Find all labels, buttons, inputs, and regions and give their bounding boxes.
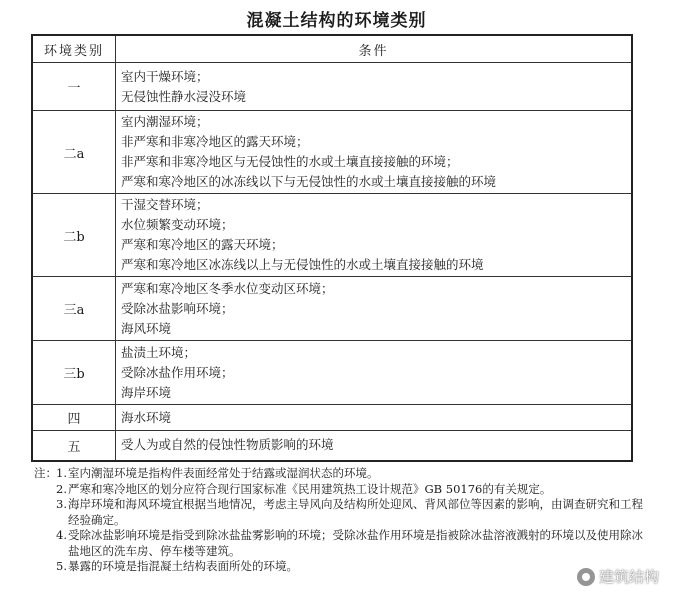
watermark: [577, 566, 659, 587]
header-conditions: 条件: [116, 35, 633, 63]
conditions-cell: [116, 405, 633, 431]
condition-line: 室内潮湿环境；: [121, 114, 209, 129]
note-item: [34, 497, 654, 528]
condition-line: 海风环境: [121, 320, 172, 336]
condition-line: 严寒和寒冷地区冰冻线以上与无侵蚀性的水或土壤直接接触的环境: [121, 257, 484, 272]
header-category: 环境类别: [32, 35, 116, 63]
note-number: 3.: [56, 497, 67, 511]
page-title: 混凝土结构的环境类别: [246, 11, 427, 31]
note-prefix: 注：: [34, 466, 57, 480]
conditions-cell: [116, 194, 633, 277]
condition-line: 严寒和寒冷地区的冰冻线以下与无侵蚀性的水或土壤直接接触的环境: [121, 174, 497, 189]
category-cell: 二b: [32, 194, 116, 277]
note-prefix: [34, 482, 56, 498]
table-row: [32, 111, 632, 194]
category-cell: 三a: [32, 277, 116, 341]
category-cell: 四: [32, 405, 116, 431]
table-notes: [34, 466, 654, 575]
conditions-cell: [116, 431, 633, 461]
note-text: 室内潮湿环境是指构件表面经常处于结露或湿润状态的环境。: [68, 466, 379, 480]
category-cell: 一: [32, 63, 116, 111]
note-prefix: [34, 528, 56, 559]
condition-line: 严寒和寒冷地区的露天环境；: [121, 237, 284, 252]
chat-bubble-icon: [577, 568, 595, 586]
note-item: [34, 528, 654, 559]
note-text: 严寒和寒冷地区的划分应符合现行国家标准《民用建筑热工设计规范》GB 50176的有关规定。: [68, 481, 552, 496]
table-header-row: [32, 35, 632, 63]
conditions-cell: [116, 277, 633, 341]
note-prefix: [34, 497, 56, 528]
condition-line: 室内干燥环境；: [121, 68, 209, 84]
table-row: [32, 341, 632, 405]
condition-line: 水位频繁变动环境；: [121, 217, 234, 232]
condition-line: 海水环境: [121, 409, 172, 425]
condition-line: 非严寒和非寒冷地区与无侵蚀性的水或土壤直接接触的环境；: [121, 154, 459, 169]
note-number: 1.: [56, 466, 67, 480]
condition-line: 无侵蚀性静水浸没环境: [121, 88, 247, 104]
table-row: [32, 194, 632, 277]
condition-line: 受除冰盐影响环境；: [121, 300, 234, 316]
condition-line: 盐渍土环境；: [121, 344, 197, 360]
note-prefix: [34, 559, 56, 575]
condition-line: 受人为或自然的侵蚀性物质影响的环境: [121, 437, 334, 453]
conditions-cell: [116, 111, 633, 194]
table-row: [32, 405, 632, 431]
table-row: [32, 277, 632, 341]
table-row: [32, 63, 632, 111]
table-row: [32, 431, 632, 461]
note-text: 暴露的环境是指混凝土结构表面所处的环境。: [68, 559, 298, 573]
condition-line: 受除冰盐作用环境；: [121, 364, 234, 380]
environment-category-table: [31, 34, 633, 462]
note-item: [34, 466, 654, 482]
note-number: 4.: [56, 528, 67, 542]
note-text: 受除冰盐影响环境是指受到除冰盐盐雾影响的环境；受除冰盐作用环境是指被除冰盐溶液溅射的环境以及使用除冰盐地区的洗车房、停车楼等建筑。: [68, 528, 643, 558]
category-cell: 三b: [32, 341, 116, 405]
condition-line: 严寒和寒冷地区冬季水位变动区环境；: [121, 280, 334, 296]
note-number: 5.: [56, 559, 67, 573]
condition-line: 干湿交替环境；: [121, 197, 209, 212]
watermark-text: 建筑结构: [598, 568, 659, 586]
category-cell: 五: [32, 431, 116, 461]
conditions-cell: [116, 341, 633, 405]
note-number: 2.: [56, 481, 67, 496]
category-cell: 二a: [32, 111, 116, 194]
note-item: [34, 482, 654, 498]
conditions-cell: [116, 63, 633, 111]
condition-line: 非严寒和非寒冷地区的露天环境；: [121, 134, 309, 149]
note-text: 海岸环境和海风环境宜根据当地情况，考虑主导风向及结构所处迎风、背风部位等因素的影响，由调查研究和工程经验确定。: [68, 497, 643, 527]
note-item: [34, 559, 654, 575]
condition-line: 海岸环境: [121, 384, 172, 400]
